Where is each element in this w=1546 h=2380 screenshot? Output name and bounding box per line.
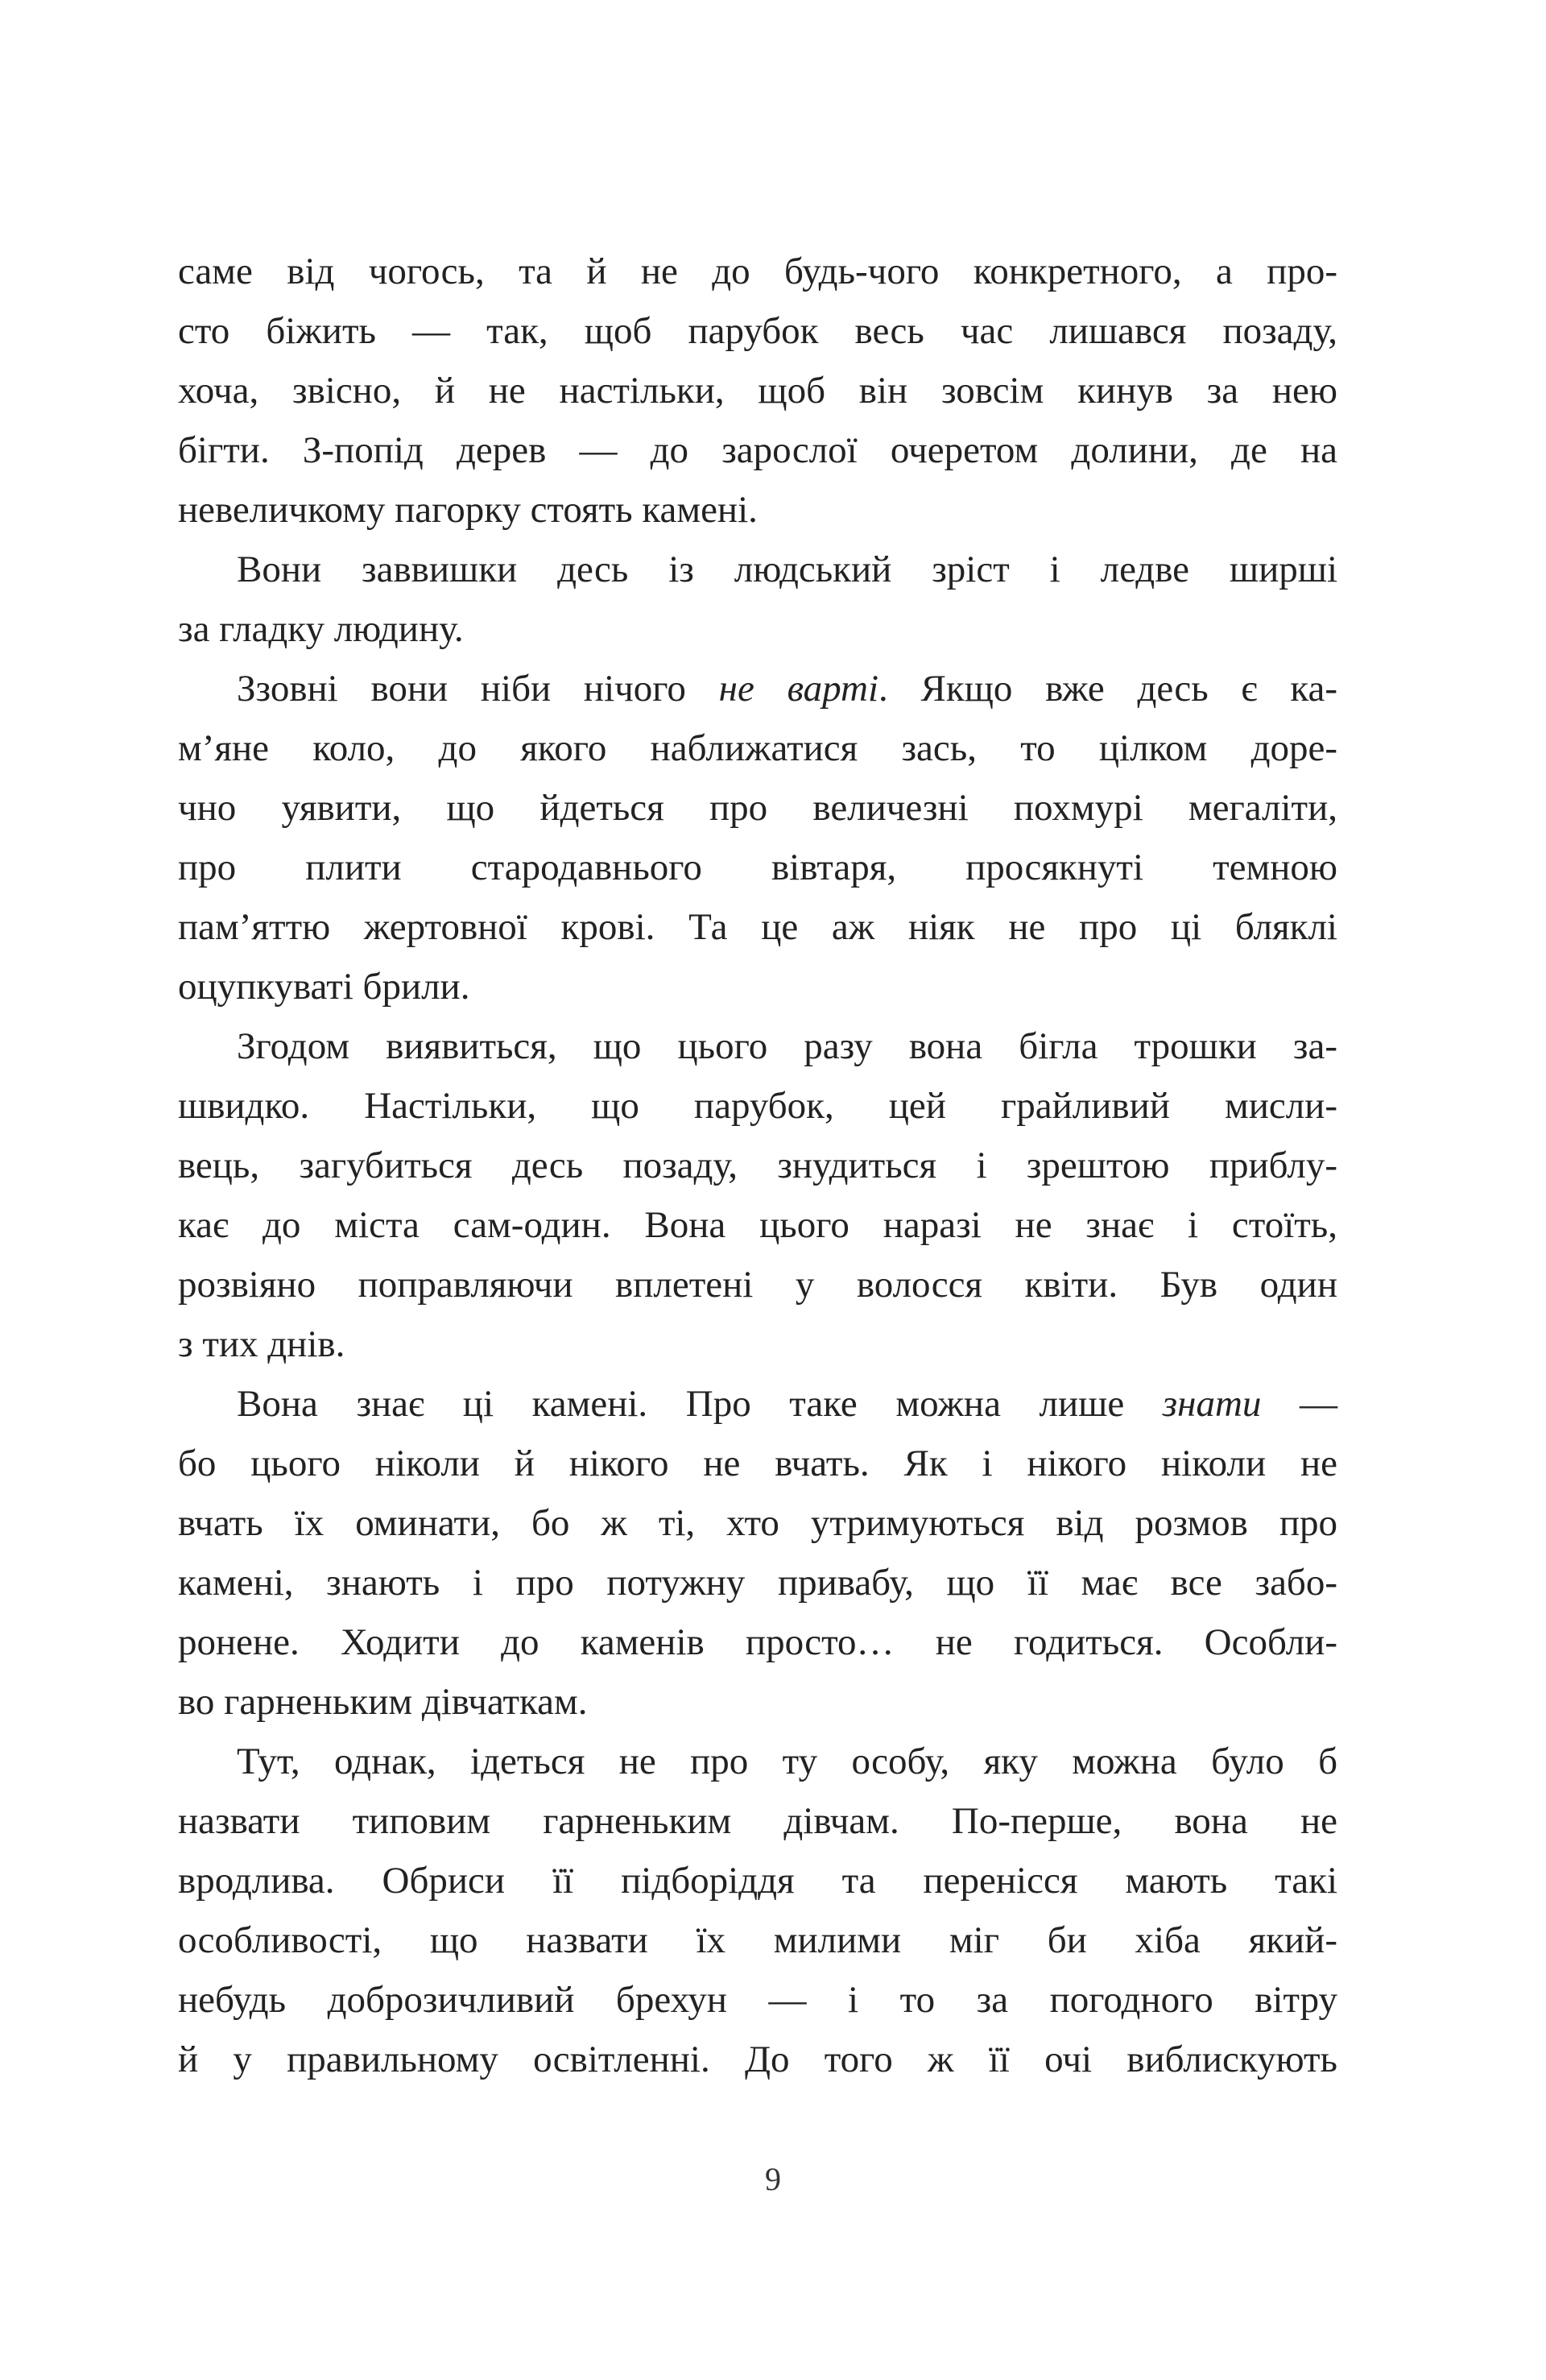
italic-text: не варті <box>718 668 879 710</box>
text-line <box>178 1910 1337 1970</box>
text-segment: про плити стародавнього вівтаря, просякнуті темною <box>178 846 1337 888</box>
text-line <box>178 1672 1337 1732</box>
text-segment: пам’яттю жертовної крові. Та це аж ніяк не про ці бляклі <box>178 906 1337 948</box>
text-segment: Тут, однак, ідеться не про ту особу, яку можна було б <box>237 1741 1337 1782</box>
text-segment: вець, загубиться десь позаду, знудиться і зрештою приблу- <box>178 1144 1337 1186</box>
text-segment: з тих днів. <box>178 1323 345 1365</box>
page-number: 9 <box>765 2161 781 2197</box>
text-segment: назвати типовим гарненьким дівчам. По-перше, вона не <box>178 1800 1337 1842</box>
text-segment: кає до міста сам-один. Вона цього наразі не знає і стоїть, <box>178 1204 1337 1246</box>
text-line <box>178 957 1337 1016</box>
text-segment: Вона знає ці камені. Про таке можна лише <box>237 1383 1163 1425</box>
text-line <box>178 1851 1337 1910</box>
text-line <box>178 1314 1337 1374</box>
text-segment: саме від чогось, та й не до будь-чого конкретного, а про- <box>178 250 1337 292</box>
text-line <box>178 1076 1337 1136</box>
text-segment: камені, знають і про потужну привабу, що її має все забо- <box>178 1562 1337 1604</box>
page-body-text <box>178 242 1337 2089</box>
text-line <box>178 1732 1337 1791</box>
text-segment: Вони заввишки десь із людський зріст і ледве ширші <box>237 548 1337 590</box>
text-segment: швидко. Настільки, що парубок, цей грайливий мисли- <box>178 1085 1337 1127</box>
text-line <box>178 1195 1337 1255</box>
text-segment: оцупкуваті брили. <box>178 966 470 1008</box>
text-line <box>178 718 1337 778</box>
text-line <box>178 1970 1337 2030</box>
text-segment: чно уявити, що йдеться про величезні похмурі мегаліти, <box>178 787 1337 829</box>
text-segment: м’яне коло, до якого наближатися зась, то цілком доре- <box>178 727 1337 769</box>
text-segment: Ззовні вони ніби нічого <box>237 668 719 710</box>
text-line <box>178 242 1337 301</box>
text-line <box>178 2030 1337 2089</box>
text-segment: вчать їх оминати, бо ж ті, хто утримуються від розмов про <box>178 1502 1337 1544</box>
text-line <box>178 480 1337 540</box>
text-segment: бо цього ніколи й нікого не вчать. Як і нікого ніколи не <box>178 1442 1337 1484</box>
italic-text: знати <box>1162 1383 1262 1425</box>
text-segment: небудь доброзичливий брехун — і то за погодного вітру <box>178 1979 1337 2021</box>
text-line <box>178 1493 1337 1553</box>
paragraph <box>178 540 1337 659</box>
text-segment: вродлива. Обриси її підборіддя та перенісся мають такі <box>178 1860 1337 1902</box>
text-line <box>178 540 1337 599</box>
text-segment: — <box>1261 1383 1338 1425</box>
text-line <box>178 361 1337 420</box>
text-line <box>178 897 1337 957</box>
text-segment: невеличкому пагорку стоять камені. <box>178 489 758 531</box>
text-line <box>178 420 1337 480</box>
text-line <box>178 1791 1337 1851</box>
text-segment: сто біжить — так, щоб парубок весь час лишався позаду, <box>178 310 1337 352</box>
text-segment: хоча, звісно, й не настільки, щоб він зовсім кинув за нею <box>178 370 1337 412</box>
text-segment: во гарненьким дівчаткам. <box>178 1681 588 1723</box>
text-segment: за гладку людину. <box>178 608 464 650</box>
paragraph <box>178 1732 1337 2089</box>
text-line <box>178 838 1337 897</box>
text-line <box>178 301 1337 361</box>
text-line <box>178 1434 1337 1493</box>
paragraph <box>178 242 1337 540</box>
text-segment: ронене. Ходити до каменів просто… не годиться. Особли- <box>178 1621 1337 1663</box>
text-line <box>178 1255 1337 1314</box>
text-line <box>178 1136 1337 1195</box>
paragraph <box>178 1016 1337 1374</box>
text-line <box>178 1612 1337 1672</box>
text-line <box>178 1553 1337 1612</box>
text-segment: особливості, що назвати їх милими міг би хіба який- <box>178 1919 1337 1961</box>
text-line <box>178 778 1337 838</box>
text-segment: розвіяно поправляючи вплетені у волосся квіти. Був один <box>178 1264 1337 1306</box>
text-segment: й у правильному освітленні. До того ж її очі виблискують <box>178 2039 1337 2080</box>
paragraph <box>178 659 1337 1016</box>
text-line <box>178 1374 1337 1434</box>
text-segment: . Якщо вже десь є ка- <box>878 668 1337 710</box>
text-line <box>178 659 1337 718</box>
text-segment: Згодом виявиться, що цього разу вона бігла трошки за- <box>237 1025 1337 1067</box>
paragraph <box>178 1374 1337 1732</box>
text-line <box>178 1016 1337 1076</box>
text-segment: бігти. З-попід дерев — до зарослої очеретом долини, де на <box>178 429 1337 471</box>
text-line <box>178 599 1337 659</box>
